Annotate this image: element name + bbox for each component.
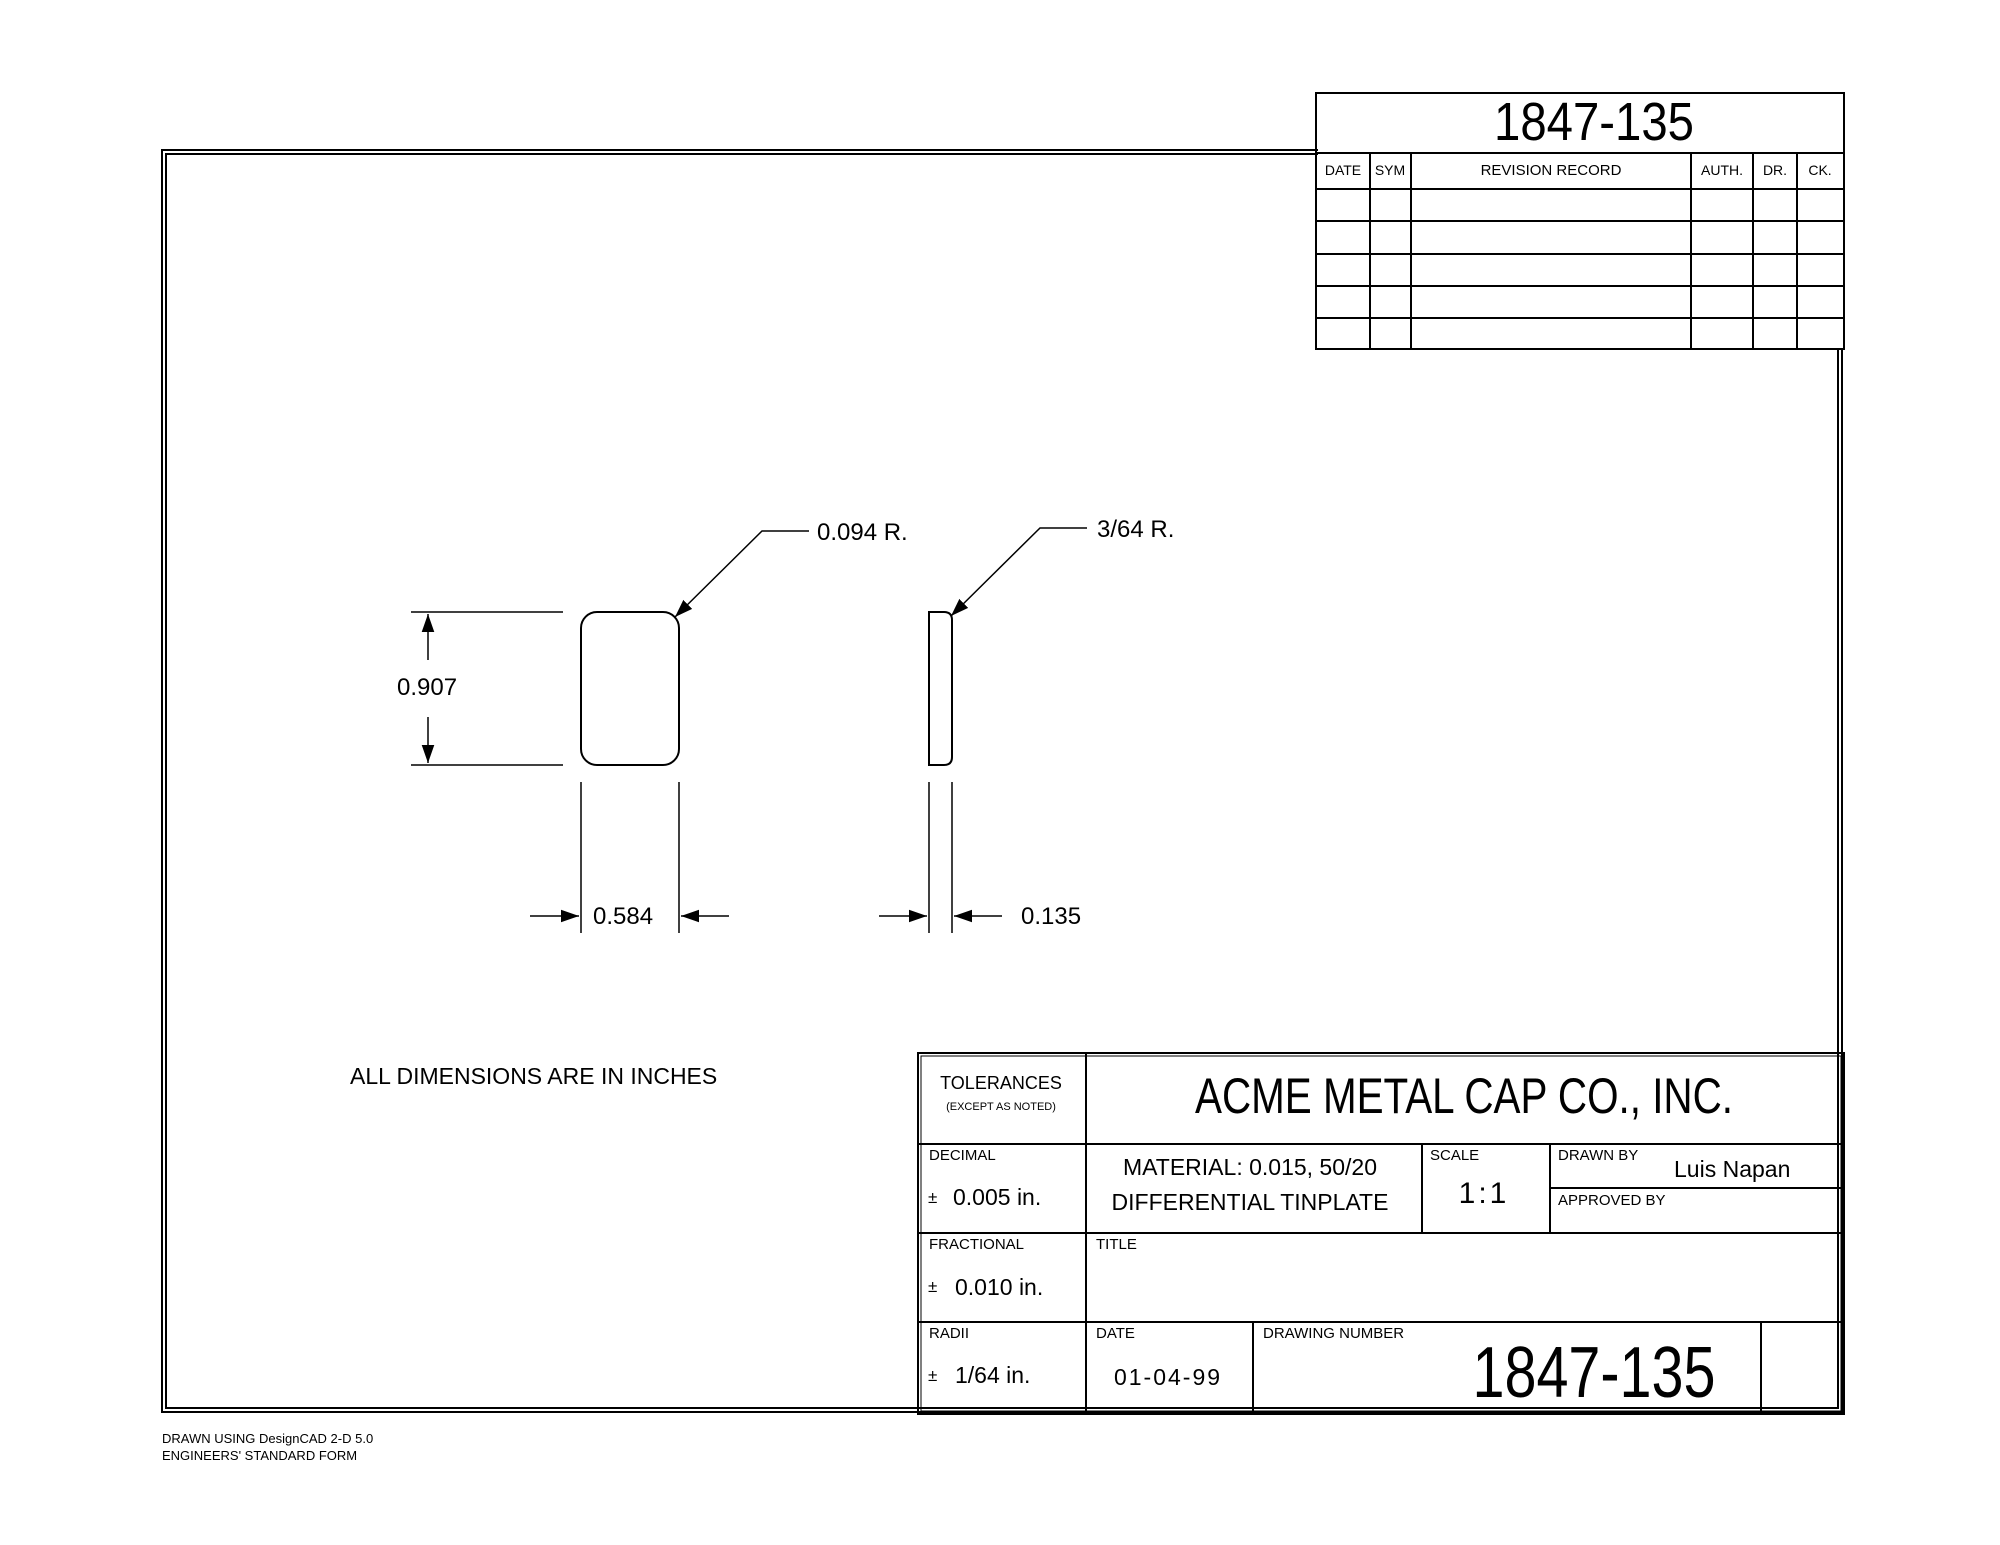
- drawing-number: 1847-135: [1472, 1333, 1716, 1413]
- decimal-label: DECIMAL: [929, 1147, 996, 1164]
- radii-label: RADII: [929, 1325, 970, 1342]
- drawn-by-value: Luis Napan: [1674, 1156, 1791, 1182]
- cap-side-view: [929, 612, 952, 765]
- revision-header-dr: DR.: [1762, 162, 1788, 178]
- width-dimension-value: 0.584: [593, 903, 654, 930]
- radius-leader-small: [951, 528, 1087, 616]
- revision-header-date: DATE: [1324, 162, 1362, 178]
- radius-small-label: 3/64 R.: [1097, 516, 1175, 543]
- revision-header-ck: CK.: [1808, 162, 1832, 178]
- sheet-border: [162, 150, 1842, 1412]
- scale-value: 1:1: [1458, 1177, 1510, 1210]
- thickness-dimension: [879, 782, 1002, 933]
- tolerances-sublabel: (EXCEPT AS NOTED): [946, 1101, 1056, 1113]
- approved-by-label: APPROVED BY: [1558, 1192, 1666, 1209]
- footer-form: ENGINEERS' STANDARD FORM: [162, 1448, 358, 1463]
- fractional-label: FRACTIONAL: [929, 1236, 1025, 1253]
- date-value: 01-04-99: [1113, 1364, 1223, 1390]
- radii-plus-minus: ±: [928, 1366, 938, 1385]
- company-name: ACME METAL CAP CO., INC.: [1195, 1068, 1733, 1124]
- fractional-value: 0.010 in.: [955, 1274, 1044, 1300]
- revision-header-sym: SYM: [1374, 162, 1406, 178]
- tolerances-label: TOLERANCES: [940, 1073, 1062, 1093]
- title-label: TITLE: [1096, 1236, 1137, 1253]
- units-note: ALL DIMENSIONS ARE IN INCHES: [350, 1063, 718, 1089]
- footer-software: DRAWN USING DesignCAD 2-D 5.0: [162, 1431, 374, 1446]
- fractional-plus-minus: ±: [928, 1277, 938, 1296]
- drawing-number-label: DRAWING NUMBER: [1263, 1325, 1405, 1342]
- radius-large-label: 0.094 R.: [817, 519, 908, 546]
- decimal-value: 0.005 in.: [953, 1184, 1042, 1210]
- revision-header-record: REVISION RECORD: [1480, 162, 1622, 179]
- revision-header-auth: AUTH.: [1701, 162, 1743, 178]
- cap-front-view: [581, 612, 679, 765]
- decimal-plus-minus: ±: [928, 1188, 938, 1207]
- drawn-by-label: DRAWN BY: [1558, 1147, 1639, 1164]
- date-label: DATE: [1096, 1325, 1135, 1342]
- radius-leader-large: [675, 531, 809, 617]
- thickness-dimension-value: 0.135: [1021, 903, 1082, 930]
- material-line-1: MATERIAL: 0.015, 50/20: [1123, 1154, 1377, 1180]
- height-dimension-value: 0.907: [397, 674, 458, 701]
- radii-value: 1/64 in.: [955, 1362, 1031, 1388]
- revision-drawing-number: 1847-135: [1494, 92, 1694, 152]
- scale-label: SCALE: [1430, 1147, 1480, 1164]
- material-line-2: DIFFERENTIAL TINPLATE: [1111, 1189, 1389, 1215]
